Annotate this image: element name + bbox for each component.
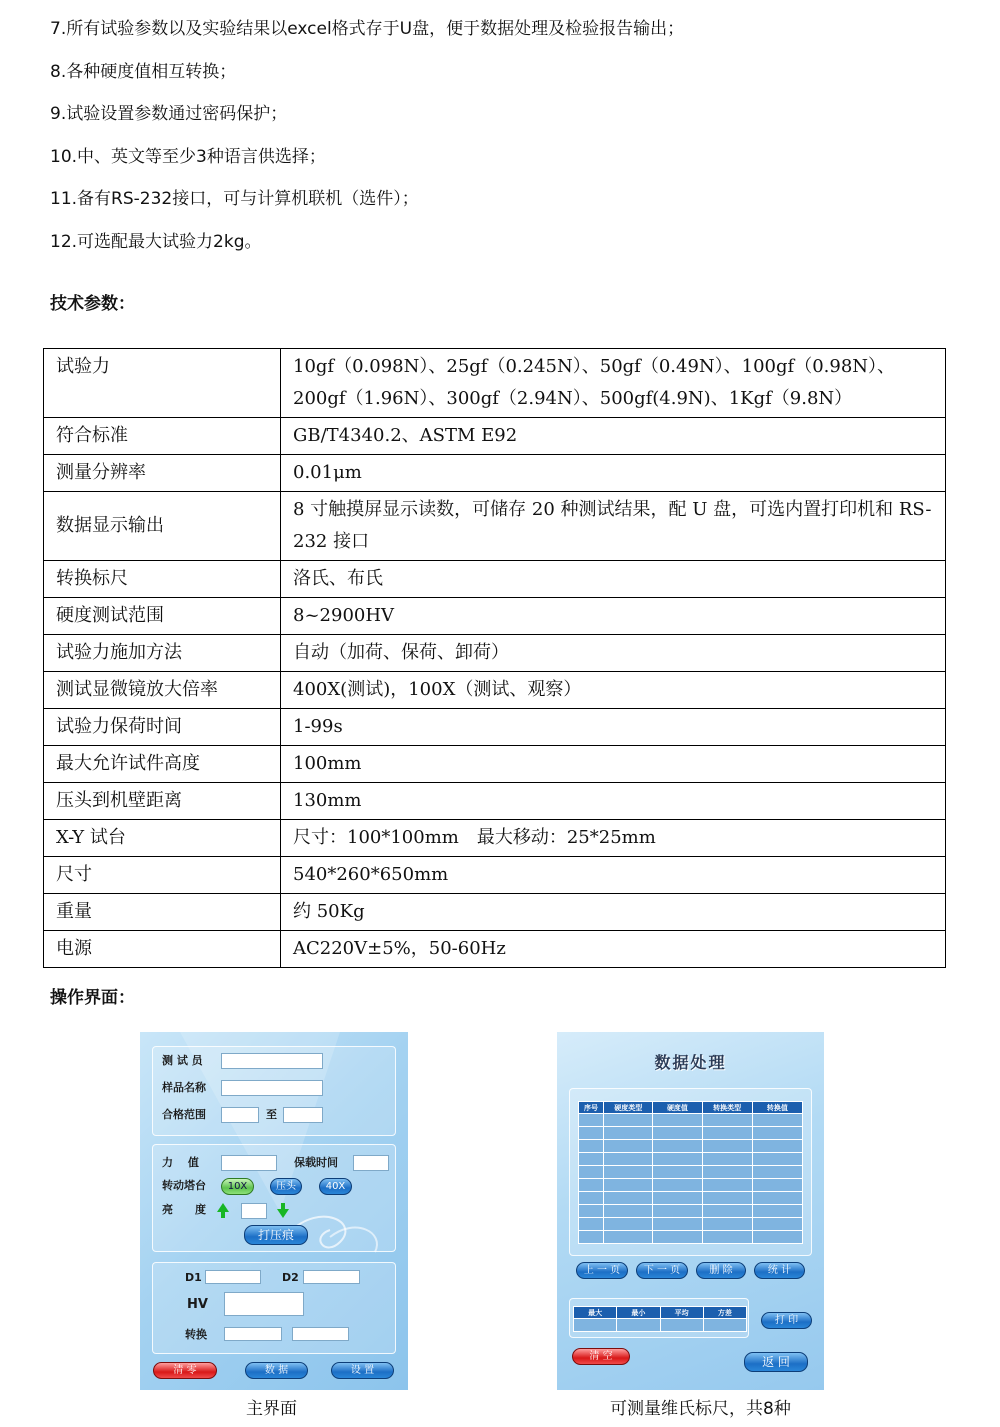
spec-value: 约 50Kg [281, 894, 946, 931]
statistics-button[interactable]: 统 计 [754, 1262, 805, 1279]
feature-item-7: 7.所有试验参数以及实验结果以excel格式存于U盘，便于数据处理及检验报告输出； [50, 19, 685, 39]
back-button[interactable]: 返 回 [744, 1352, 808, 1372]
spec-key: 试验力保荷时间 [44, 709, 281, 746]
spec-value: 100mm [281, 746, 946, 783]
spec-row [44, 894, 946, 931]
stats-header: 最小 [617, 1307, 660, 1319]
spec-row [44, 709, 946, 746]
objective-10x-button[interactable]: 10X [221, 1178, 254, 1195]
spec-value: AC220V±5%，50-60Hz [281, 931, 946, 968]
spec-key: 重量 [44, 894, 281, 931]
table-row[interactable] [579, 1166, 803, 1179]
feature-item-11: 11.备有RS-232接口，可与计算机联机（选件）； [50, 189, 419, 209]
clear-all-button[interactable]: 清 空 [572, 1348, 630, 1365]
spec-value: 8~2900HV [281, 598, 946, 635]
data-button[interactable]: 数 据 [245, 1362, 308, 1379]
stats-header: 最大 [574, 1307, 617, 1319]
feature-item-8: 8.各种硬度值相互转换； [50, 62, 237, 82]
data-table [578, 1101, 803, 1244]
clear-button[interactable]: 清 零 [153, 1362, 217, 1379]
range-to-label: 至 [266, 1108, 277, 1121]
d2-value [303, 1270, 360, 1284]
spec-value: GB/T4340.2、ASTM E92 [281, 418, 946, 455]
spec-value: 8 寸触摸屏显示读数，可储存 20 种测试结果，配 U 盘，可选内置打印机和 RS-232 接口 [281, 492, 946, 561]
spec-key: 电源 [44, 931, 281, 968]
spec-row [44, 857, 946, 894]
spec-table [43, 348, 946, 968]
data-screen-panel [557, 1032, 824, 1390]
statistics-table [573, 1306, 747, 1332]
main-screen-caption: 主界面 [246, 1399, 297, 1419]
sample-name-label: 样品名称 [162, 1081, 206, 1094]
table-row[interactable] [579, 1205, 803, 1218]
column-header: 硬度值 [653, 1102, 702, 1114]
spec-value: 400X(测试)，100X（测试、观察） [281, 672, 946, 709]
dwell-time-label: 保载时间 [294, 1156, 338, 1169]
spec-value: 10gf（0.098N）、25gf（0.245N）、50gf（0.49N）、100gf（0.98N）、200gf（1.96N）、300gf（2.94N）、500gf(4.9N)、1Kgf（9.8N） [281, 349, 946, 418]
spec-value: 0.01μm [281, 455, 946, 492]
make-indent-button[interactable]: 打压痕 [244, 1225, 308, 1245]
settings-button[interactable]: 设 置 [331, 1362, 394, 1379]
spec-value: 尺寸：100*100mm 最大移动：25*25mm [281, 820, 946, 857]
spec-row [44, 598, 946, 635]
convert-label: 转换 [185, 1328, 207, 1341]
d1-value [205, 1270, 261, 1284]
column-header: 转换类型 [702, 1102, 752, 1114]
main-screen-panel [140, 1032, 408, 1390]
spec-row [44, 492, 946, 561]
data-screen-title: 数据处理 [654, 1053, 727, 1072]
brightness-input[interactable] [241, 1203, 267, 1219]
hv-label: HV [187, 1297, 208, 1312]
spec-key: 硬度测试范围 [44, 598, 281, 635]
spec-heading: 技术参数： [50, 294, 135, 314]
spec-value: 540*260*650mm [281, 857, 946, 894]
pass-range-label: 合格范围 [162, 1108, 206, 1121]
indenter-button[interactable]: 压头 [270, 1178, 302, 1195]
spec-key: X-Y 试台 [44, 820, 281, 857]
spec-value: 1-99s [281, 709, 946, 746]
spec-key: 试验力 [44, 349, 281, 418]
d2-label: D2 [282, 1271, 299, 1284]
spec-key: 试验力施加方法 [44, 635, 281, 672]
objective-40x-button[interactable]: 40X [319, 1178, 352, 1195]
range-min-input[interactable] [221, 1107, 259, 1123]
force-input[interactable] [221, 1155, 277, 1171]
spec-key: 压头到机壁距离 [44, 783, 281, 820]
turret-label: 转动塔台 [162, 1179, 206, 1192]
spec-key: 测量分辨率 [44, 455, 281, 492]
spec-key: 尺寸 [44, 857, 281, 894]
spec-value: 洛氏、布氏 [281, 561, 946, 598]
table-row[interactable] [579, 1192, 803, 1205]
table-row[interactable] [579, 1127, 803, 1140]
tester-label: 测 试 员 [162, 1054, 203, 1067]
spec-key: 测试显微镜放大倍率 [44, 672, 281, 709]
spec-row [44, 455, 946, 492]
spec-row [44, 931, 946, 968]
sample-name-input[interactable] [221, 1080, 323, 1096]
spec-key: 转换标尺 [44, 561, 281, 598]
feature-item-12: 12.可选配最大试验力2kg。 [50, 232, 262, 252]
dwell-time-input[interactable] [353, 1155, 389, 1171]
d1-label: D1 [185, 1271, 202, 1284]
table-row[interactable] [579, 1231, 803, 1244]
feature-item-10: 10.中、英文等至少3种语言供选择； [50, 147, 326, 167]
force-label: 力 值 [162, 1156, 199, 1169]
spec-key: 最大允许试件高度 [44, 746, 281, 783]
print-button[interactable]: 打 印 [761, 1312, 812, 1329]
column-header: 序号 [579, 1102, 604, 1114]
spec-row [44, 635, 946, 672]
table-row[interactable] [579, 1218, 803, 1231]
convert-result-value [292, 1327, 349, 1341]
brightness-label: 亮 度 [162, 1203, 206, 1216]
delete-button[interactable]: 删 除 [696, 1262, 746, 1279]
ui-heading: 操作界面： [50, 988, 135, 1008]
spec-row [44, 746, 946, 783]
convert-type-value [224, 1327, 282, 1341]
column-header: 转换值 [752, 1102, 802, 1114]
prev-page-button[interactable]: 上 一 页 [576, 1262, 628, 1279]
feature-item-9: 9.试验设置参数通过密码保护； [50, 104, 288, 124]
column-header: 硬度类型 [604, 1102, 653, 1114]
spec-value: 自动（加荷、保荷、卸荷） [281, 635, 946, 672]
spec-value: 130mm [281, 783, 946, 820]
spec-key: 数据显示输出 [44, 492, 281, 561]
spec-row [44, 672, 946, 709]
table-row[interactable] [579, 1179, 803, 1192]
spec-row [44, 783, 946, 820]
spec-row [44, 418, 946, 455]
stats-header: 方差 [703, 1307, 746, 1319]
spec-row [44, 561, 946, 598]
stats-row [574, 1319, 747, 1332]
tester-input[interactable] [221, 1053, 323, 1069]
range-max-input[interactable] [283, 1107, 323, 1123]
spec-row [44, 349, 946, 418]
hv-value [224, 1292, 304, 1316]
spec-row [44, 820, 946, 857]
data-screen-caption: 可测量维氏标尺，共8种 [610, 1399, 791, 1419]
table-row[interactable] [579, 1114, 803, 1127]
table-row[interactable] [579, 1153, 803, 1166]
table-row[interactable] [579, 1140, 803, 1153]
next-page-button[interactable]: 下 一 页 [636, 1262, 688, 1279]
spec-key: 符合标准 [44, 418, 281, 455]
stats-header: 平均 [660, 1307, 703, 1319]
